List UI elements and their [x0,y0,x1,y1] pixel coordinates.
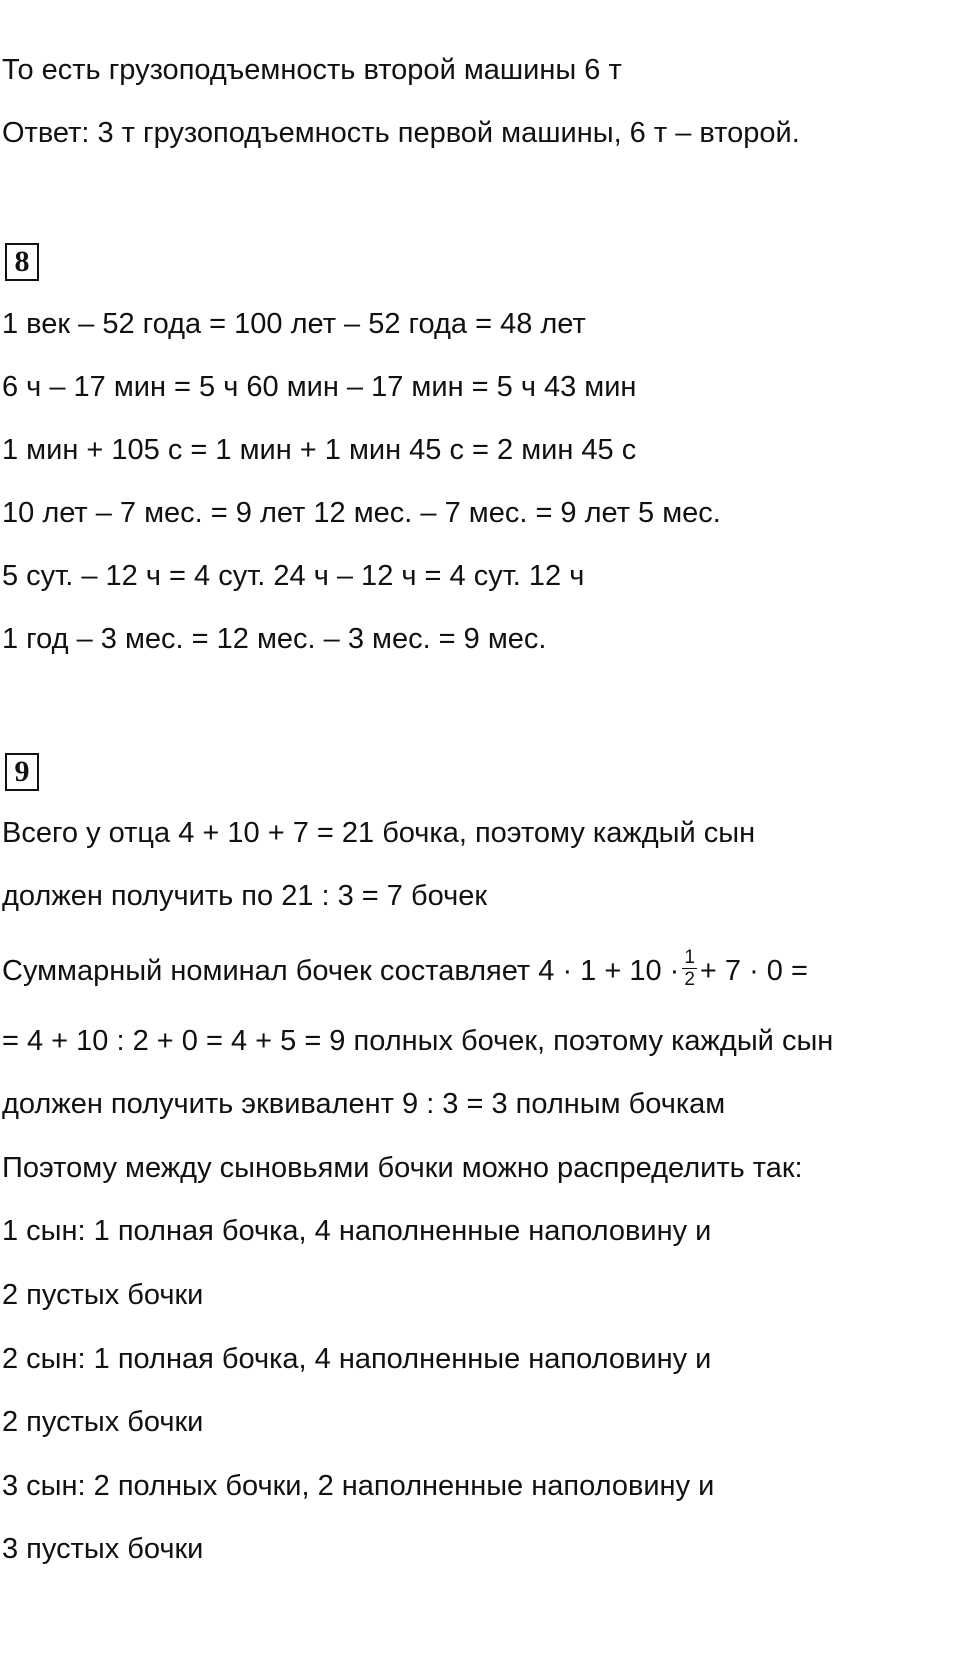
task9-line-9: 2 сын: 1 полная бочка, 4 наполненные наполовину и [2,1343,712,1375]
answer-line: Ответ: 3 т грузоподъемность первой машины, 6 т – второй. [2,117,800,149]
task8-line-6: 1 год – 3 мес. = 12 мес. – 3 мес. = 9 мес. [2,623,547,655]
task8-line-4: 10 лет – 7 мес. = 9 лет 12 мес. – 7 мес. = 9 лет 5 мес. [2,497,721,529]
intro-line-1: То есть грузоподъемность второй машины 6 т [2,54,622,86]
fraction-numerator: 1 [684,947,695,968]
task8-line-5: 5 сут. – 12 ч = 4 сут. 24 ч – 12 ч = 4 сут. 12 ч [2,560,585,592]
task9-line-2: должен получить по 21 : 3 = 7 бочек [2,880,488,912]
task-number-9: 9 [5,753,39,791]
task9-line-7: 1 сын: 1 полная бочка, 4 наполненные наполовину и [2,1215,712,1247]
task8-line-2: 6 ч – 17 мин = 5 ч 60 мин – 17 мин = 5 ч 43 мин [2,371,637,403]
task9-line-5: должен получить эквивалент 9 : 3 = 3 полным бочкам [2,1088,726,1120]
task9-line-11: 3 сын: 2 полных бочки, 2 наполненные наполовину и [2,1470,715,1502]
task-number-8: 8 [5,243,39,281]
task9-line-3-after: + 7 · 0 = [699,955,808,988]
fraction-one-half [682,947,697,990]
task9-line-8: 2 пустых бочки [2,1279,204,1311]
task9-line-10: 2 пустых бочки [2,1406,204,1438]
task9-line-4: = 4 + 10 : 2 + 0 = 4 + 5 = 9 полных бочек, поэтому каждый сын [2,1025,834,1057]
task8-line-1: 1 век – 52 года = 100 лет – 52 года = 48 лет [2,308,586,340]
task9-line-6: Поэтому между сыновьями бочки можно распределить так: [2,1152,803,1184]
fraction-denominator: 2 [684,969,695,990]
task9-line-1: Всего у отца 4 + 10 + 7 = 21 бочка, поэтому каждый сын [2,817,756,849]
task8-line-3: 1 мин + 105 с = 1 мин + 1 мин 45 с = 2 мин 45 с [2,434,637,466]
task9-line-12: 3 пустых бочки [2,1533,204,1565]
task9-line-3-before: Суммарный номинал бочек составляет 4 · 1 + 10 · [2,955,680,988]
task9-line-3 [2,947,808,994]
